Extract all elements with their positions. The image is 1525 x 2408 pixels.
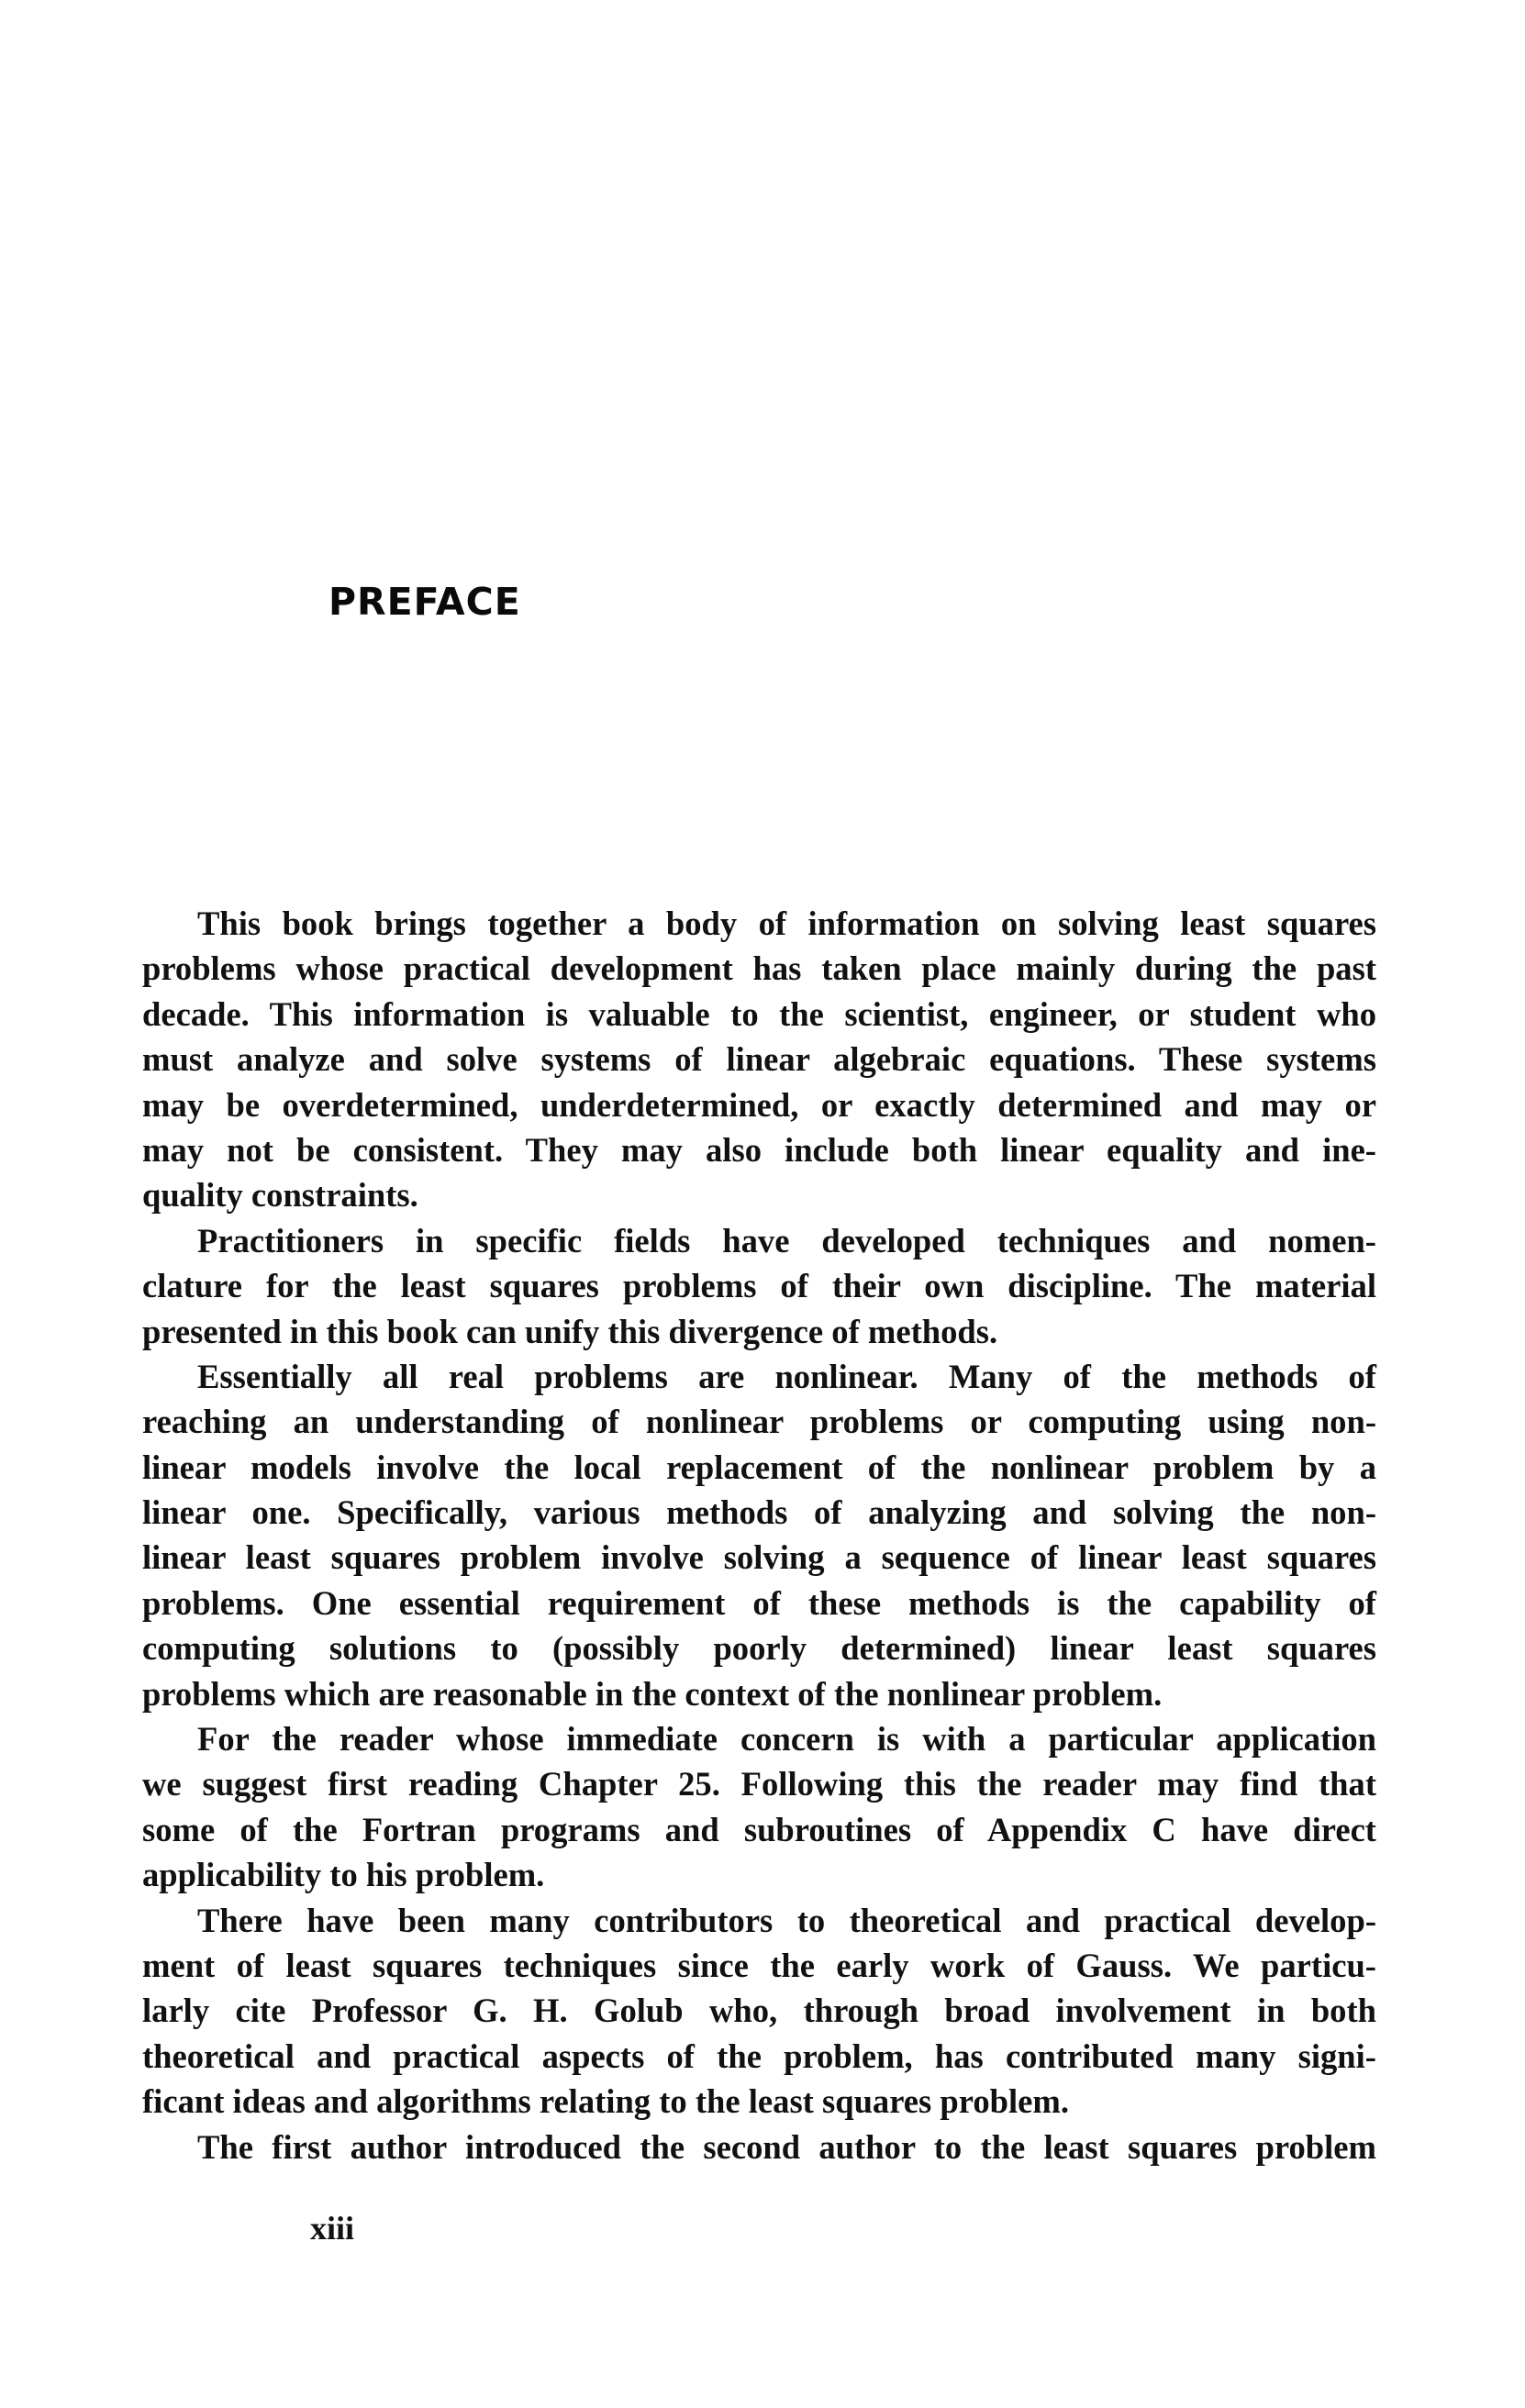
text-line: Essentially all real problems are nonlinear. Many of the methods of (197, 1357, 1376, 1395)
text-line: problems which are reasonable in the context of the nonlinear problem. (142, 1674, 1163, 1713)
text-line: There have been many contributors to theoretical and practical develop- (197, 1901, 1376, 1939)
preface-body (142, 901, 1376, 2169)
text-line: we suggest first reading Chapter 25. Following this the reader may find that (142, 1765, 1376, 1803)
text-line: Practitioners in specific fields have developed techniques and nomen- (197, 1221, 1376, 1259)
text-line: ficant ideas and algorithms relating to the least squares problem. (142, 2082, 1069, 2121)
text-line: may not be consistent. They may also include both linear equality and ine- (142, 1130, 1376, 1169)
text-line: The first author introduced the second author to the least squares problem (197, 2127, 1376, 2166)
text-line: computing solutions to (possibly poorly determined) linear least squares (142, 1629, 1376, 1668)
text-line: must analyze and solve systems of linear algebraic equations. These systems (142, 1040, 1376, 1079)
page-number: xiii (310, 2210, 355, 2247)
text-line: reaching an understanding of nonlinear problems or computing using non- (142, 1403, 1376, 1441)
text-line: problems. One essential requirement of these methods is the capability of (142, 1583, 1376, 1622)
text-line: may be overdetermined, underdetermined, or exactly determined and may or (142, 1085, 1376, 1124)
text-line: linear models involve the local replacement of the nonlinear problem by a (142, 1448, 1376, 1486)
text-line: clature for the least squares problems of their own discipline. The material (142, 1267, 1376, 1305)
page-title: PREFACE (328, 580, 521, 624)
text-line: presented in this book can unify this divergence of methods. (142, 1312, 998, 1350)
text-line: This book brings together a body of information on solving least squares (197, 904, 1376, 942)
text-line: quality constraints. (142, 1176, 418, 1215)
text-line: For the reader whose immediate concern is with a particular application (197, 1720, 1376, 1759)
text-line: larly cite Professor G. H. Golub who, through broad involvement in both (142, 1992, 1376, 2030)
text-line: some of the Fortran programs and subroutines of Appendix C have direct (142, 1810, 1376, 1848)
text-line: linear least squares problem involve solving a sequence of linear least squares (142, 1538, 1376, 1577)
text-line: problems whose practical development has taken place mainly during the past (142, 949, 1376, 988)
text-line: applicability to his problem. (142, 1856, 545, 1894)
text-line: ment of least squares techniques since the early work of Gauss. We particu- (142, 1946, 1376, 1984)
text-line: decade. This information is valuable to the scientist, engineer, or student who (142, 994, 1376, 1033)
text-line: theoretical and practical aspects of the problem, has contributed many signi- (142, 2036, 1376, 2075)
text-line: linear one. Specifically, various methods of analyzing and solving the non- (142, 1493, 1376, 1532)
